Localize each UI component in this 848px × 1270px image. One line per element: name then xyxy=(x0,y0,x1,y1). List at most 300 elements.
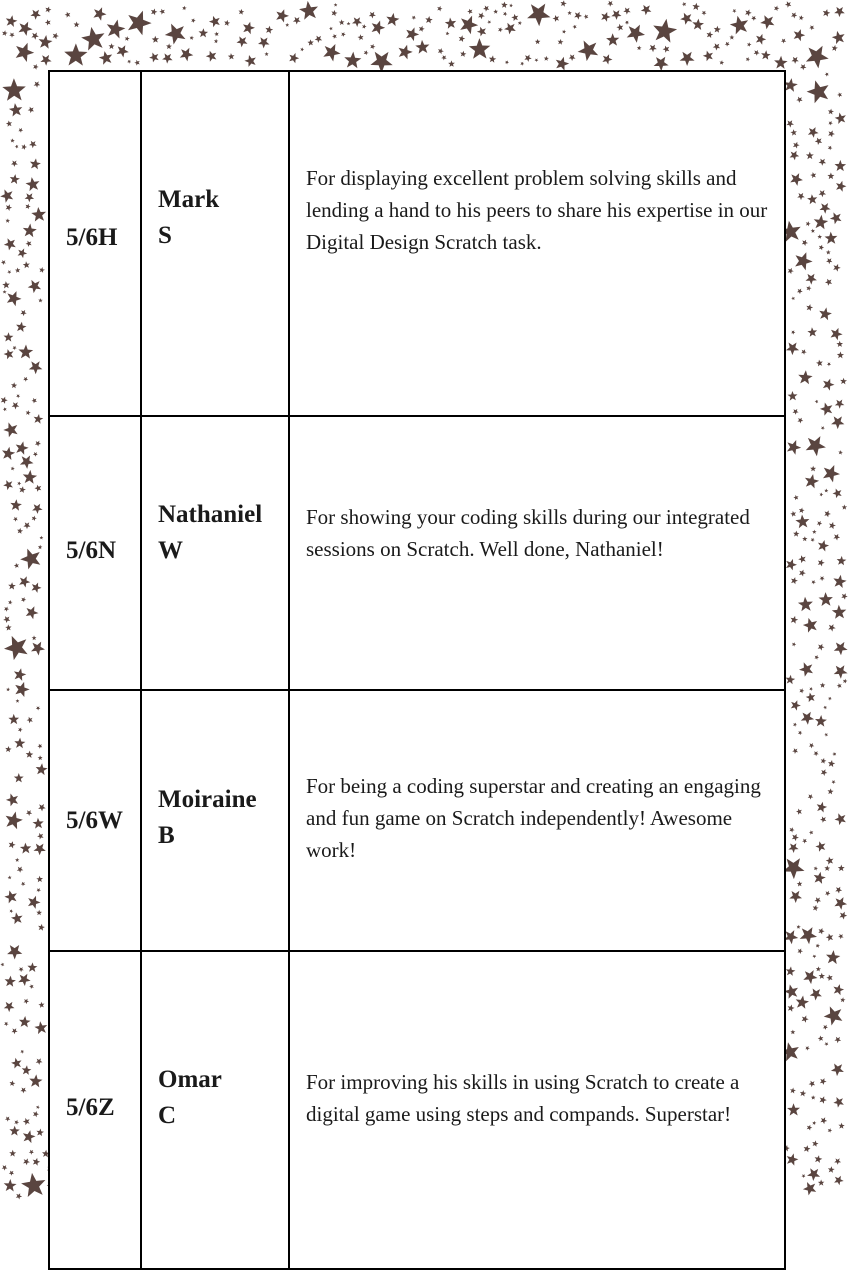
star-icon xyxy=(35,485,42,492)
star-icon xyxy=(32,635,37,640)
star-icon xyxy=(831,328,843,340)
star-icon xyxy=(22,144,28,150)
star-icon xyxy=(784,78,798,92)
star-icon xyxy=(791,297,795,301)
star-icon xyxy=(1,260,6,265)
student-name-cell xyxy=(141,690,289,951)
star-icon xyxy=(611,10,621,20)
star-icon xyxy=(825,72,829,76)
star-icon xyxy=(364,50,369,55)
star-icon xyxy=(838,865,845,872)
star-icon xyxy=(832,752,836,756)
star-icon xyxy=(819,592,833,606)
star-icon xyxy=(11,382,17,388)
star-icon xyxy=(503,12,507,17)
star-icon xyxy=(33,1111,39,1117)
star-icon xyxy=(830,212,842,224)
star-icon xyxy=(11,161,18,167)
star-icon xyxy=(756,34,766,45)
star-icon xyxy=(28,896,41,909)
star-icon xyxy=(33,64,39,70)
star-icon xyxy=(27,717,33,723)
star-icon xyxy=(641,5,652,15)
star-icon xyxy=(37,833,44,840)
star-icon xyxy=(835,160,847,171)
star-icon xyxy=(36,1058,43,1065)
star-icon xyxy=(239,9,245,15)
star-icon xyxy=(801,1174,805,1178)
star-icon xyxy=(792,834,799,841)
star-icon xyxy=(803,618,817,633)
star-icon xyxy=(38,755,43,760)
star-icon xyxy=(10,174,20,184)
star-icon xyxy=(796,809,802,815)
star-icon xyxy=(12,1028,18,1034)
star-icon xyxy=(18,345,33,359)
star-icon xyxy=(790,1030,795,1035)
star-icon xyxy=(206,51,217,62)
star-icon xyxy=(33,1158,41,1166)
star-icon xyxy=(680,13,692,25)
star-icon xyxy=(829,522,836,529)
star-icon xyxy=(15,858,19,862)
star-icon xyxy=(358,34,364,40)
award-reason: For displaying excellent problem solving skills and lending a hand to his peers to share his expertise in our Digital Design Scratch task. xyxy=(289,71,785,416)
star-icon xyxy=(23,470,37,484)
star-icon xyxy=(285,23,289,27)
class-cell: 5/6W xyxy=(49,690,141,951)
star-icon xyxy=(29,1150,34,1155)
table-row xyxy=(49,416,785,690)
star-icon xyxy=(692,19,704,30)
star-icon xyxy=(818,644,825,651)
star-icon xyxy=(811,229,815,233)
star-icon xyxy=(6,15,18,27)
star-icon xyxy=(16,394,20,398)
star-icon xyxy=(745,9,752,16)
star-icon xyxy=(362,24,367,29)
star-icon xyxy=(26,606,39,619)
star-icon xyxy=(199,28,209,37)
star-icon xyxy=(809,687,813,691)
star-icon xyxy=(814,215,829,229)
star-icon xyxy=(818,928,824,934)
star-icon xyxy=(15,145,19,149)
star-icon xyxy=(707,31,714,38)
star-icon xyxy=(826,857,834,865)
star-icon xyxy=(806,693,816,703)
star-icon xyxy=(815,715,827,727)
star-icon xyxy=(788,843,798,853)
star-icon xyxy=(820,576,825,581)
star-icon xyxy=(10,138,14,142)
star-icon xyxy=(9,1126,19,1136)
star-icon xyxy=(832,780,836,784)
star-icon xyxy=(9,1171,14,1176)
star-icon xyxy=(214,32,219,37)
star-icon xyxy=(37,744,42,749)
star-icon xyxy=(816,360,823,367)
star-icon xyxy=(834,1176,844,1186)
star-icon xyxy=(792,57,799,64)
star-icon xyxy=(134,60,140,66)
star-icon xyxy=(820,203,831,214)
star-icon xyxy=(3,422,17,437)
star-icon xyxy=(370,44,375,50)
star-icon xyxy=(804,1145,811,1152)
star-icon xyxy=(315,36,323,43)
star-icon xyxy=(8,582,16,589)
star-icon xyxy=(823,9,831,17)
star-icon xyxy=(787,1153,799,1165)
star-icon xyxy=(18,727,23,732)
star-icon xyxy=(833,575,846,588)
star-icon xyxy=(20,1088,26,1094)
star-icon xyxy=(793,495,798,500)
star-icon xyxy=(30,10,41,20)
star-icon xyxy=(823,706,827,710)
star-icon xyxy=(835,113,846,125)
star-icon xyxy=(6,204,13,211)
star-icon xyxy=(797,925,801,929)
star-icon xyxy=(415,40,429,54)
star-icon xyxy=(820,493,824,497)
star-icon xyxy=(834,665,848,679)
star-icon xyxy=(791,12,797,18)
star-icon xyxy=(501,2,508,8)
star-icon xyxy=(837,92,842,97)
star-icon xyxy=(243,22,255,35)
star-icon xyxy=(827,173,834,180)
star-icon xyxy=(713,43,720,50)
star-icon xyxy=(36,1105,40,1109)
star-icon xyxy=(807,194,817,204)
star-icon xyxy=(838,1123,844,1129)
star-icon xyxy=(806,436,826,456)
star-icon xyxy=(125,36,130,41)
star-icon xyxy=(24,999,30,1005)
star-icon xyxy=(3,616,10,623)
student-name-cell xyxy=(141,951,289,1269)
star-icon xyxy=(28,280,41,293)
star-icon xyxy=(834,642,848,655)
star-icon xyxy=(789,827,794,832)
star-icon xyxy=(824,865,830,871)
star-icon xyxy=(794,29,806,41)
star-icon xyxy=(826,250,831,255)
star-icon xyxy=(818,1036,824,1042)
star-icon xyxy=(109,43,115,49)
star-icon xyxy=(810,466,816,472)
star-icon xyxy=(5,976,16,987)
star-icon xyxy=(2,281,10,288)
star-icon xyxy=(81,27,104,51)
star-icon xyxy=(826,258,832,264)
star-icon xyxy=(801,712,814,725)
star-icon xyxy=(789,891,802,903)
star-icon xyxy=(820,1117,827,1124)
star-icon xyxy=(785,1,791,8)
star-icon xyxy=(774,6,779,12)
star-icon xyxy=(840,378,847,385)
star-icon xyxy=(811,580,816,585)
star-icon xyxy=(815,841,825,851)
star-icon xyxy=(544,56,549,61)
star-icon xyxy=(821,758,827,764)
star-icon xyxy=(498,27,503,32)
star-icon xyxy=(19,1016,31,1027)
star-icon xyxy=(6,794,18,807)
star-icon xyxy=(625,21,629,25)
star-icon xyxy=(32,516,37,521)
star-icon xyxy=(824,1006,843,1025)
star-icon xyxy=(39,35,53,49)
star-icon xyxy=(786,120,794,127)
award-reason: For improving his skills in using Scratch to create a digital game using steps and compands. Superstar! xyxy=(289,951,785,1269)
star-icon xyxy=(828,624,836,632)
star-icon xyxy=(807,1168,820,1181)
star-icon xyxy=(29,361,43,374)
star-icon xyxy=(31,32,38,39)
star-icon xyxy=(307,39,313,45)
star-icon xyxy=(813,751,818,756)
star-icon xyxy=(190,36,194,41)
star-icon xyxy=(834,897,847,910)
star-icon xyxy=(784,984,798,998)
star-icon xyxy=(8,876,12,880)
star-icon xyxy=(93,7,106,20)
star-icon xyxy=(10,909,14,913)
star-icon xyxy=(493,9,498,14)
star-icon xyxy=(107,20,126,39)
star-icon xyxy=(837,352,844,359)
star-icon xyxy=(834,1158,841,1165)
star-icon xyxy=(810,172,816,178)
star-icon xyxy=(487,20,491,24)
star-icon xyxy=(6,218,11,223)
star-icon xyxy=(16,441,29,454)
star-icon xyxy=(10,499,22,511)
star-icon xyxy=(520,62,524,66)
star-icon xyxy=(819,973,825,979)
star-icon xyxy=(637,46,642,51)
star-icon xyxy=(746,57,750,62)
star-icon xyxy=(800,1090,806,1096)
table-row xyxy=(49,951,785,1269)
star-icon xyxy=(837,556,847,565)
star-icon xyxy=(23,1158,30,1165)
star-icon xyxy=(159,9,165,15)
star-icon xyxy=(331,10,337,16)
star-icon xyxy=(19,486,26,493)
star-icon xyxy=(228,53,235,60)
star-icon xyxy=(806,274,817,285)
star-icon xyxy=(13,517,18,522)
star-icon xyxy=(16,699,20,703)
star-icon xyxy=(714,26,721,33)
star-icon xyxy=(1,397,8,404)
star-icon xyxy=(795,252,813,270)
star-icon xyxy=(815,400,819,404)
star-icon xyxy=(535,58,539,62)
star-icon xyxy=(74,22,80,28)
star-icon xyxy=(798,731,803,735)
star-icon xyxy=(166,43,172,49)
star-icon xyxy=(797,193,805,200)
star-icon xyxy=(827,362,831,366)
star-icon xyxy=(825,891,830,896)
star-icon xyxy=(460,16,478,35)
star-icon xyxy=(39,267,45,273)
star-icon xyxy=(35,441,41,447)
star-icon xyxy=(2,447,15,460)
star-icon xyxy=(839,912,847,920)
star-icon xyxy=(730,16,748,35)
star-icon xyxy=(21,882,26,887)
star-icon xyxy=(469,38,491,59)
star-icon xyxy=(438,48,444,54)
star-icon xyxy=(6,687,10,691)
star-icon xyxy=(791,700,801,710)
star-icon xyxy=(11,1058,21,1069)
star-icon xyxy=(817,521,822,526)
star-icon xyxy=(152,36,159,43)
star-icon xyxy=(20,456,34,469)
star-icon xyxy=(504,23,516,35)
star-icon xyxy=(26,177,40,191)
star-icon xyxy=(16,1193,22,1199)
star-icon xyxy=(840,997,845,1002)
star-icon xyxy=(29,1074,42,1087)
star-icon xyxy=(797,881,803,887)
star-icon xyxy=(9,841,16,848)
star-icon xyxy=(6,812,23,830)
star-icon xyxy=(796,97,802,103)
star-icon xyxy=(562,30,566,34)
star-icon xyxy=(6,121,12,127)
star-icon xyxy=(30,158,41,169)
awards-table xyxy=(48,70,786,1270)
star-icon xyxy=(783,858,805,879)
star-icon xyxy=(441,55,447,60)
class-cell: 5/6Z xyxy=(49,951,141,1269)
star-icon xyxy=(8,600,13,605)
star-icon xyxy=(824,510,831,517)
star-icon xyxy=(23,1130,36,1143)
star-icon xyxy=(0,963,4,967)
star-icon xyxy=(4,238,16,250)
table-row xyxy=(49,71,785,416)
star-icon xyxy=(23,261,30,268)
star-icon xyxy=(836,341,843,347)
star-icon xyxy=(265,26,273,34)
star-icon xyxy=(799,508,805,514)
star-icon xyxy=(806,286,811,291)
star-icon xyxy=(23,522,30,529)
star-icon xyxy=(812,1140,818,1146)
star-icon xyxy=(819,245,824,251)
star-icon xyxy=(8,714,19,724)
student-last-initial: C xyxy=(158,1102,177,1129)
star-icon xyxy=(14,773,24,782)
star-icon xyxy=(828,697,832,701)
star-icon xyxy=(40,55,51,66)
star-icon xyxy=(224,20,230,26)
star-icon xyxy=(53,33,59,40)
star-icon xyxy=(37,888,42,892)
star-icon xyxy=(784,930,798,944)
student-first-name: Moiraine xyxy=(158,786,257,813)
star-icon xyxy=(33,818,44,829)
star-icon xyxy=(835,887,842,894)
star-icon xyxy=(788,1005,795,1012)
star-icon xyxy=(448,60,455,67)
star-icon xyxy=(790,173,803,186)
star-icon xyxy=(841,593,847,599)
star-icon xyxy=(14,1120,19,1125)
star-icon xyxy=(607,1,613,7)
star-icon xyxy=(3,407,7,411)
star-icon xyxy=(329,27,333,31)
star-icon xyxy=(793,531,799,537)
star-icon xyxy=(574,12,582,20)
star-icon xyxy=(4,349,14,359)
star-icon xyxy=(831,1064,844,1077)
star-icon xyxy=(38,298,43,302)
star-icon xyxy=(786,675,796,685)
star-icon xyxy=(787,1103,800,1115)
star-icon xyxy=(553,15,560,22)
star-icon xyxy=(623,8,630,15)
star-icon xyxy=(810,989,822,1001)
star-icon xyxy=(40,536,44,540)
star-icon xyxy=(821,769,828,776)
star-icon xyxy=(406,27,419,41)
star-icon xyxy=(805,1046,810,1051)
star-icon xyxy=(28,107,34,113)
star-icon xyxy=(9,103,22,116)
star-icon xyxy=(569,54,576,61)
star-icon xyxy=(26,751,34,758)
star-icon xyxy=(824,489,828,493)
star-icon xyxy=(65,12,71,18)
star-icon xyxy=(12,402,20,409)
star-icon xyxy=(556,57,569,71)
star-icon xyxy=(837,683,842,688)
star-icon xyxy=(797,289,803,295)
star-icon xyxy=(729,35,734,40)
star-icon xyxy=(341,32,346,37)
star-icon xyxy=(833,534,840,541)
star-icon xyxy=(127,60,131,64)
star-icon xyxy=(36,706,41,710)
star-icon xyxy=(754,50,760,56)
star-icon xyxy=(578,41,599,62)
star-icon xyxy=(786,559,797,571)
star-icon xyxy=(17,867,24,873)
star-icon xyxy=(64,43,87,65)
star-icon xyxy=(7,270,11,274)
star-icon xyxy=(26,241,32,247)
star-icon xyxy=(14,738,25,749)
star-icon xyxy=(29,141,37,148)
star-icon xyxy=(4,607,9,612)
star-icon xyxy=(798,370,812,384)
star-icon xyxy=(13,346,17,350)
star-icon xyxy=(117,45,129,57)
star-icon xyxy=(128,11,152,36)
star-icon xyxy=(299,1,318,20)
